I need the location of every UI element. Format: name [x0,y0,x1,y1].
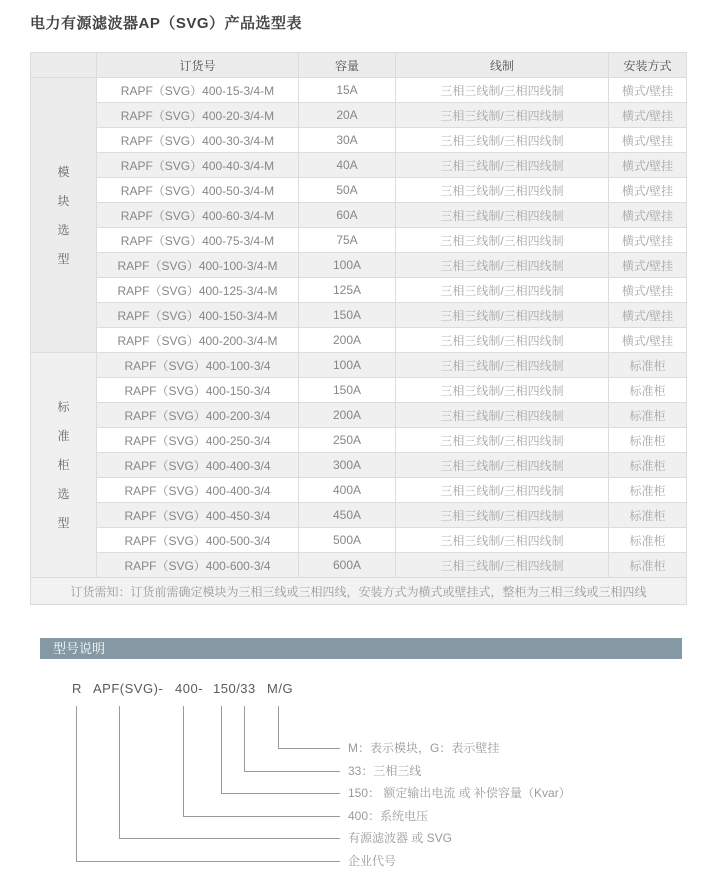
table-row [31,553,687,578]
table-row [31,153,687,178]
callout-horizontal-line-4 [119,838,340,839]
table-row [31,103,687,128]
model-part-4: M/G [267,681,294,696]
cell-wiring: 三相三线制/三相四线制 [396,153,609,178]
cell-capacity: 150A [299,378,396,403]
cell-order-number: RAPF（SVG）400-400-3/4 [97,453,299,478]
table-row [31,478,687,503]
cell-mounting: 横式/壁挂 [609,103,687,128]
group-label-cabinet: 标 准 柜 选 型 [31,353,97,578]
page-title: 电力有源滤波器AP（SVG）产品选型表 [30,15,303,32]
cell-wiring: 三相三线制/三相四线制 [396,228,609,253]
cell-wiring: 三相三线制/三相四线制 [396,103,609,128]
callout-vertical-line-2 [221,706,222,793]
model-part-0: R [72,681,82,696]
cell-order-number: RAPF（SVG）400-450-3/4 [97,503,299,528]
cell-order-number: RAPF（SVG）400-600-3/4 [97,553,299,578]
callout-vertical-line-0 [278,706,279,748]
cell-mounting: 标准柜 [609,528,687,553]
cell-capacity: 60A [299,203,396,228]
table-row [31,503,687,528]
cell-mounting: 横式/壁挂 [609,178,687,203]
cell-capacity: 200A [299,403,396,428]
cell-order-number: RAPF（SVG）400-100-3/4-M [97,253,299,278]
callout-label-2: 150： 额定输出电流 或 补偿容量（Kvar） [348,786,571,800]
cell-capacity: 400A [299,478,396,503]
table-row [31,403,687,428]
cell-capacity: 100A [299,253,396,278]
model-part-2: 400- [175,681,204,696]
cell-capacity: 150A [299,303,396,328]
cell-order-number: RAPF（SVG）400-40-3/4-M [97,153,299,178]
cell-wiring: 三相三线制/三相四线制 [396,78,609,103]
cell-wiring: 三相三线制/三相四线制 [396,453,609,478]
callout-label-4: 有源滤波器 或 SVG [348,831,453,845]
cell-capacity: 450A [299,503,396,528]
cell-wiring: 三相三线制/三相四线制 [396,278,609,303]
table-row [31,378,687,403]
table-row [31,453,687,478]
callout-horizontal-line-2 [221,793,340,794]
cell-order-number: RAPF（SVG）400-250-3/4 [97,428,299,453]
cell-order-number: RAPF（SVG）400-60-3/4-M [97,203,299,228]
cell-mounting: 标准柜 [609,378,687,403]
cell-capacity: 600A [299,553,396,578]
cell-capacity: 250A [299,428,396,453]
model-part-1: APF(SVG)- [93,681,164,696]
callout-vertical-line-1 [244,706,245,771]
group-label-module: 模 块 选 型 [31,78,97,353]
cell-capacity: 15A [299,78,396,103]
table-row [31,528,687,553]
header-mounting: 安装方式 [609,53,687,78]
callout-label-3: 400：系统电压 [348,809,429,823]
cell-capacity: 300A [299,453,396,478]
cell-order-number: RAPF（SVG）400-50-3/4-M [97,178,299,203]
table-row [31,128,687,153]
cell-order-number: RAPF（SVG）400-200-3/4-M [97,328,299,353]
cell-capacity: 30A [299,128,396,153]
cell-mounting: 横式/壁挂 [609,303,687,328]
cell-order-number: RAPF（SVG）400-30-3/4-M [97,128,299,153]
cell-mounting: 标准柜 [609,503,687,528]
cell-capacity: 75A [299,228,396,253]
table-row [31,78,687,103]
table-row [31,253,687,278]
product-selection-table [30,52,686,605]
cell-order-number: RAPF（SVG）400-75-3/4-M [97,228,299,253]
table-row [31,178,687,203]
cell-capacity: 125A [299,278,396,303]
cell-order-number: RAPF（SVG）400-500-3/4 [97,528,299,553]
callout-horizontal-line-5 [76,861,340,862]
cell-mounting: 标准柜 [609,478,687,503]
cell-wiring: 三相三线制/三相四线制 [396,528,609,553]
cell-wiring: 三相三线制/三相四线制 [396,553,609,578]
cell-mounting: 横式/壁挂 [609,328,687,353]
cell-mounting: 标准柜 [609,353,687,378]
cell-mounting: 横式/壁挂 [609,278,687,303]
cell-wiring: 三相三线制/三相四线制 [396,303,609,328]
cell-capacity: 40A [299,153,396,178]
table-header-row [31,53,687,78]
cell-mounting: 标准柜 [609,453,687,478]
cell-order-number: RAPF（SVG）400-150-3/4-M [97,303,299,328]
cell-mounting: 标准柜 [609,553,687,578]
cell-capacity: 100A [299,353,396,378]
cell-mounting: 横式/壁挂 [609,253,687,278]
table-row [31,428,687,453]
table-row [31,303,687,328]
table-row [31,353,687,378]
callout-vertical-line-5 [76,706,77,861]
table-row [31,228,687,253]
cell-mounting: 横式/壁挂 [609,78,687,103]
callout-horizontal-line-0 [278,748,340,749]
table-row [31,203,687,228]
model-part-3: 150/33 [213,681,256,696]
cell-mounting: 标准柜 [609,403,687,428]
callout-vertical-line-3 [183,706,184,816]
cell-capacity: 500A [299,528,396,553]
header-order: 订货号 [97,53,299,78]
cell-capacity: 200A [299,328,396,353]
cell-wiring: 三相三线制/三相四线制 [396,328,609,353]
header-wiring: 线制 [396,53,609,78]
order-notice-text: 订货需知：订货前需确定模块为三相三线或三相四线，安装方式为横式或壁挂式，整柜为三相三线或三相四线 [31,578,687,605]
corner-cell [31,53,97,78]
cell-wiring: 三相三线制/三相四线制 [396,353,609,378]
cell-wiring: 三相三线制/三相四线制 [396,178,609,203]
cell-wiring: 三相三线制/三相四线制 [396,378,609,403]
cell-wiring: 三相三线制/三相四线制 [396,478,609,503]
cell-order-number: RAPF（SVG）400-15-3/4-M [97,78,299,103]
cell-mounting: 横式/壁挂 [609,203,687,228]
cell-order-number: RAPF（SVG）400-150-3/4 [97,378,299,403]
cell-wiring: 三相三线制/三相四线制 [396,253,609,278]
callout-label-5: 企业代号 [348,854,397,868]
cell-order-number: RAPF（SVG）400-100-3/4 [97,353,299,378]
cell-order-number: RAPF（SVG）400-400-3/4 [97,478,299,503]
callout-vertical-line-4 [119,706,120,838]
callout-horizontal-line-1 [244,771,340,772]
cell-mounting: 横式/壁挂 [609,128,687,153]
cell-mounting: 标准柜 [609,428,687,453]
callout-label-1: 33：三相三线 [348,764,422,778]
cell-wiring: 三相三线制/三相四线制 [396,428,609,453]
cell-mounting: 横式/壁挂 [609,153,687,178]
cell-wiring: 三相三线制/三相四线制 [396,203,609,228]
cell-wiring: 三相三线制/三相四线制 [396,128,609,153]
cell-order-number: RAPF（SVG）400-200-3/4 [97,403,299,428]
callout-horizontal-line-3 [183,816,340,817]
callout-label-0: M：表示模块，G：表示壁挂 [348,741,500,755]
header-capacity: 容量 [299,53,396,78]
cell-wiring: 三相三线制/三相四线制 [396,403,609,428]
cell-order-number: RAPF（SVG）400-125-3/4-M [97,278,299,303]
cell-wiring: 三相三线制/三相四线制 [396,503,609,528]
cell-order-number: RAPF（SVG）400-20-3/4-M [97,103,299,128]
model-description-section-header: 型号说明 [40,638,682,659]
cell-capacity: 20A [299,103,396,128]
cell-mounting: 横式/壁挂 [609,228,687,253]
order-notice-row [31,578,687,605]
table-row [31,328,687,353]
cell-capacity: 50A [299,178,396,203]
table-row [31,278,687,303]
